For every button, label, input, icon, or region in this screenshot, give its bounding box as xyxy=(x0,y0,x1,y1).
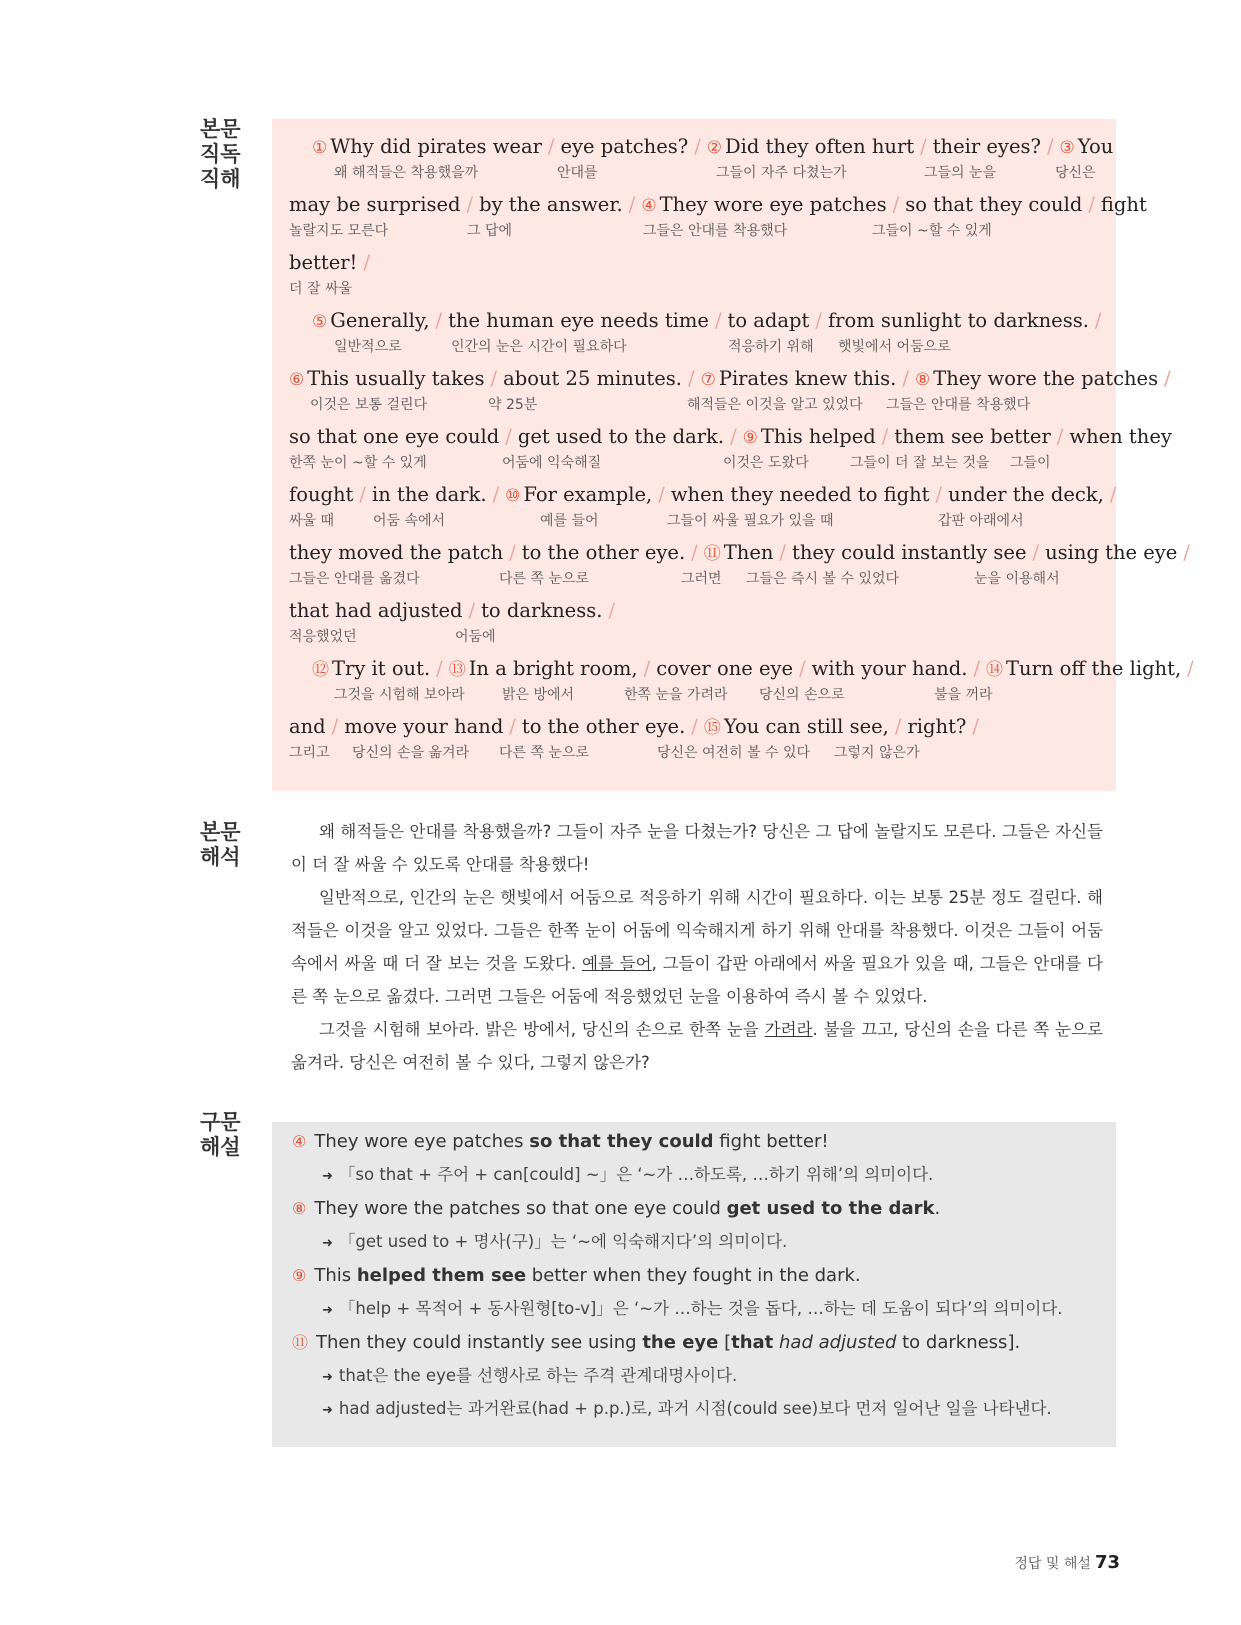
grammar-note: ➜ 「get used to + 명사(구)」는 ‘~에 익숙해지다’의 의미이다. xyxy=(322,1232,788,1251)
gloss: 어둠에 익숙해질 xyxy=(502,455,602,471)
gloss: 일반적으로 xyxy=(334,339,402,355)
grammar-sentence-4: ④ They wore eye patches so that they could fight better! xyxy=(292,1131,829,1152)
reading-line-1: ① Why did pirates wear / eye patches? / ② Did they often hurt / their eyes? / ③ You xyxy=(312,135,1114,158)
gloss: 해적들은 이것을 알고 있었다 xyxy=(687,397,863,413)
reading-line-11: and / move your hand / to the other eye. / ⑮ You can still see, / right? / xyxy=(289,715,979,738)
arrow-icon: ➜ xyxy=(322,1236,333,1251)
reading-line-5: ⑥ This usually takes / about 25 minutes. / ⑦ Pirates knew this. / ⑧ They wore the patches / xyxy=(289,367,1171,390)
gloss: 더 잘 싸울 xyxy=(289,281,352,297)
gloss: 그들은 즉시 볼 수 있었다 xyxy=(746,571,900,587)
gloss: 어둠에 xyxy=(455,629,496,645)
gloss: 그렇지 않은가 xyxy=(834,745,920,761)
gloss: 밝은 방에서 xyxy=(502,687,575,703)
gloss: 놀랄지도 모른다 xyxy=(289,223,389,239)
gloss: 당신의 손을 옮겨라 xyxy=(352,745,470,761)
translation-paragraph-3: 그것을 시험해 보아라. 밝은 방에서, 당신의 손으로 한쪽 눈을 가려라. 불을 끄고, 당신의 손을 다른 쪽 눈으로 옮겨라. 당신은 여전히 볼 수 있다, 그렇지 않은가? xyxy=(291,1020,1103,1072)
page-number: 73 xyxy=(1094,1552,1120,1573)
gloss: 갑판 아래에서 xyxy=(938,513,1024,529)
gloss: 그들이 ~할 수 있게 xyxy=(872,223,992,239)
gloss: 그 답에 xyxy=(467,223,513,239)
grammar-sentence-11: ⑪ Then they could instantly see using the eye [that had adjusted to darkness]. xyxy=(292,1332,1021,1353)
gloss: 안대를 xyxy=(557,165,598,181)
gloss: 당신은 xyxy=(1055,165,1096,181)
gloss: 적응했었던 xyxy=(289,629,357,645)
translation-paragraph-2: 일반적으로, 인간의 눈은 햇빛에서 어둠으로 적응하기 위해 시간이 필요하다. 이는 보통 25분 정도 걸린다. 해적들은 이것을 알고 있었다. 그들은 한쪽 눈이 어둠에 익숙해지게 하기 위해 안대를 착용했다. 이것은 그들이 어둠 속에서 싸울 때 더 잘 보는 것을 도왔다. 예를 들어, 그들이 갑판 아래에서 싸울 필요가 있을 때, 그들은 안대를 다른 쪽 눈으로 옮겼다. 그러면 그들은 어둠에 적응했었던 눈을 이용하여 즉시 볼 수 있었다. xyxy=(291,888,1103,1006)
gloss: 당신의 손으로 xyxy=(759,687,845,703)
gloss: 그리고 xyxy=(289,745,330,761)
gloss: 그들은 안대를 옮겼다 xyxy=(289,571,420,587)
reading-line-6: so that one eye could / get used to the dark. / ⑨ This helped / them see better / when they xyxy=(289,425,1172,448)
gloss: 그들은 안대를 착용했다 xyxy=(643,223,788,239)
gloss: 이것은 보통 걸린다 xyxy=(310,397,428,413)
section-label-direct-reading: 본문 직독 직해 xyxy=(200,117,241,191)
gloss: 한쪽 눈을 가려라 xyxy=(624,687,728,703)
reading-line-8: they moved the patch / to the other eye. / ⑪ Then / they could instantly see / using the eye / xyxy=(289,541,1190,564)
grammar-sentence-8: ⑧ They wore the patches so that one eye could get used to the dark. xyxy=(292,1198,941,1219)
reading-line-9: that had adjusted / to darkness. / xyxy=(289,599,616,622)
grammar-note: ➜ had adjusted는 과거완료(had + p.p.)로, 과거 시점(could see)보다 먼저 일어난 일을 나타낸다. xyxy=(322,1399,1052,1418)
reading-line-7: fought / in the dark. / ⑩ For example, / when they needed to fight / under the deck, / xyxy=(289,483,1117,506)
gloss: 인간의 눈은 시간이 필요하다 xyxy=(451,339,627,355)
gloss: 그러면 xyxy=(681,571,722,587)
gloss: 어둠 속에서 xyxy=(373,513,446,529)
section-label-grammar: 구문 해설 xyxy=(200,1110,241,1159)
reading-line-4: ⑤ Generally, / the human eye needs time / to adapt / from sunlight to darkness. / xyxy=(312,309,1102,332)
gloss: 싸울 때 xyxy=(289,513,335,529)
gloss: 적응하기 위해 xyxy=(728,339,814,355)
grammar-sentence-9: ⑨ This helped them see better when they fought in the dark. xyxy=(292,1265,861,1286)
gloss: 그들은 안대를 착용했다 xyxy=(886,397,1031,413)
gloss: 왜 해적들은 착용했을까 xyxy=(334,165,479,181)
page-footer: 정답 및 해설 73 xyxy=(1014,1552,1120,1573)
gloss: 이것은 도왔다 xyxy=(723,455,809,471)
grammar-note: ➜ that은 the eye를 선행사로 하는 주격 관계대명사이다. xyxy=(322,1366,738,1385)
gloss: 당신은 여전히 볼 수 있다 xyxy=(657,745,811,761)
gloss: 불을 꺼라 xyxy=(934,687,993,703)
translation-paragraph-1: 왜 해적들은 안대를 착용했을까? 그들이 자주 눈을 다쳤는가? 당신은 그 답에 놀랄지도 모른다. 그들은 자신들이 더 잘 싸울 수 있도록 안대를 착용했다! xyxy=(291,822,1103,874)
gloss: 예를 들어 xyxy=(540,513,599,529)
arrow-icon: ➜ xyxy=(322,1403,333,1418)
gloss: 한쪽 눈이 ~할 수 있게 xyxy=(289,455,427,471)
gloss: 약 25분 xyxy=(488,397,538,413)
gloss: 햇빛에서 어둠으로 xyxy=(838,339,951,355)
underlined-phrase: 가려라 xyxy=(764,1020,813,1039)
gloss: 그들이 xyxy=(1010,455,1051,471)
gloss: 그들이 더 잘 보는 것을 xyxy=(850,455,990,471)
grammar-note: ➜ 「help + 목적어 + 동사원형[to-v]」은 ‘~가 …하는 것을 돕다, …하는 데 도움이 되다’의 의미이다. xyxy=(322,1299,1063,1318)
gloss: 다른 쪽 눈으로 xyxy=(499,571,590,587)
gloss: 그들이 자주 다쳤는가 xyxy=(716,165,847,181)
arrow-icon: ➜ xyxy=(322,1169,333,1184)
reading-line-3: better! / xyxy=(289,251,370,274)
gloss: 그것을 시험해 보아라 xyxy=(334,687,465,703)
gloss: 눈을 이용해서 xyxy=(974,571,1060,587)
underlined-phrase: 예를 들어 xyxy=(582,954,652,973)
arrow-icon: ➜ xyxy=(322,1303,333,1318)
grammar-note: ➜ 「so that + 주어 + can[could] ~」은 ‘~가 …하도록, …하기 위해’의 의미이다. xyxy=(322,1165,934,1184)
reading-line-10: ⑫ Try it out. / ⑬ In a bright room, / cover one eye / with your hand. / ⑭ Turn off the light, / xyxy=(312,657,1194,680)
gloss: 그들의 눈을 xyxy=(924,165,997,181)
arrow-icon: ➜ xyxy=(322,1370,333,1385)
section-label-translation: 본문 해석 xyxy=(200,820,241,869)
reading-line-2: may be surprised / by the answer. / ④ They wore eye patches / so that they could / fight xyxy=(289,193,1147,216)
gloss: 그들이 싸울 필요가 있을 때 xyxy=(667,513,834,529)
gloss: 다른 쪽 눈으로 xyxy=(499,745,590,761)
